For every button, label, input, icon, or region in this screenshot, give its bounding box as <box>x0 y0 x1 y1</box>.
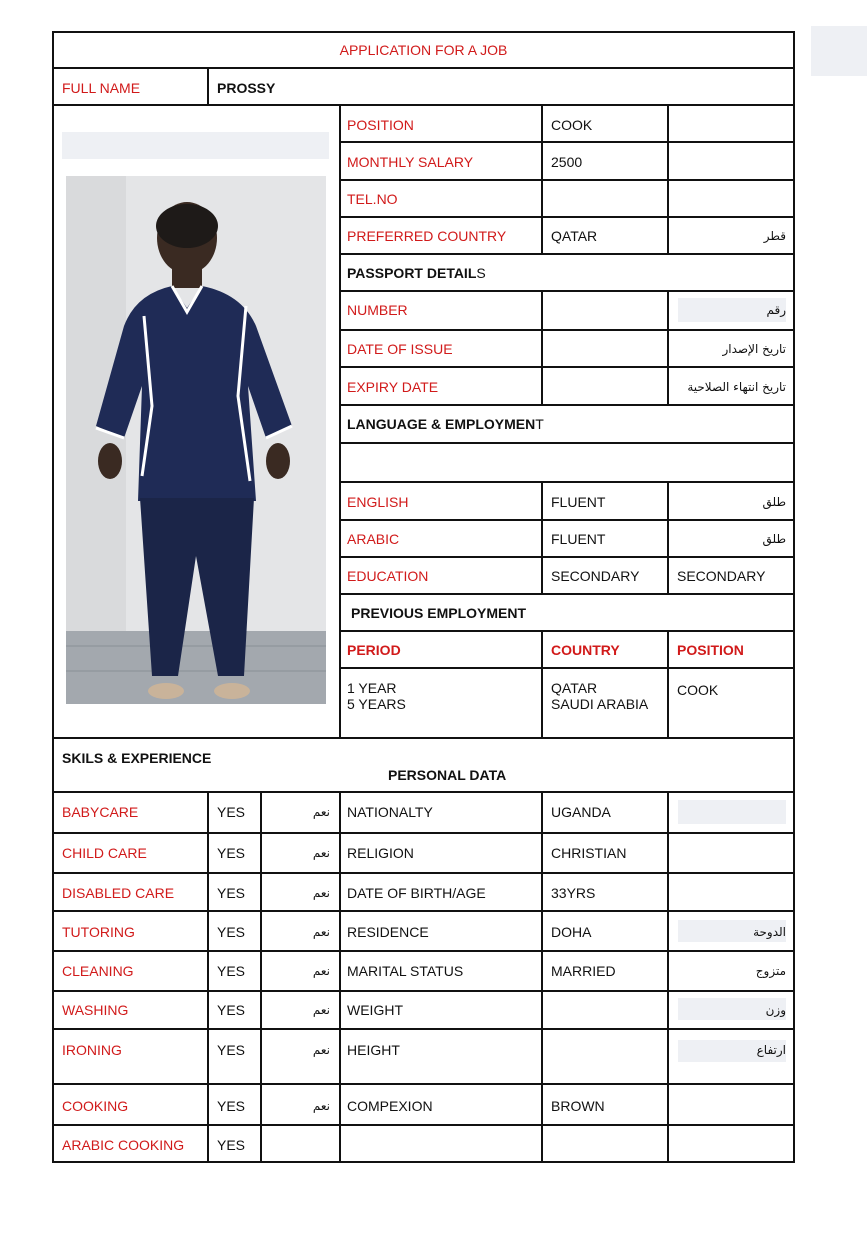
period-1: 1 YEAR <box>347 680 397 696</box>
rule <box>52 950 795 952</box>
personal-value: BROWN <box>551 1098 605 1114</box>
education-value: SECONDARY <box>551 568 640 584</box>
skill-arabic: نعم <box>312 1043 330 1057</box>
rule <box>339 667 795 669</box>
skill-arabic: نعم <box>312 846 330 860</box>
expiry-date-label: EXPIRY DATE <box>347 379 439 395</box>
personal-label: NATIONALTY <box>347 804 433 820</box>
rule <box>339 404 795 406</box>
skill-arabic: نعم <box>312 1003 330 1017</box>
form-title: APPLICATION FOR A JOB <box>339 42 508 58</box>
rule <box>52 104 795 106</box>
rule <box>52 67 795 69</box>
personal-arabic: ارتفاع <box>756 1043 786 1057</box>
personal-label: RELIGION <box>347 845 414 861</box>
rule <box>339 329 795 331</box>
skills-experience-heading: SKILS & EXPERIENCE <box>62 750 212 766</box>
rule <box>667 791 669 1163</box>
skill-arabic: نعم <box>312 805 330 819</box>
rule <box>52 910 795 912</box>
skill-label: COOKING <box>62 1098 129 1114</box>
passport-number-label: NUMBER <box>347 302 408 318</box>
skill-value: YES <box>217 1042 246 1058</box>
previous-employment-heading: PREVIOUS EMPLOYMENT <box>351 605 527 621</box>
arabic-arabic: طلق <box>762 532 786 546</box>
rule <box>541 791 543 1163</box>
personal-label: DATE OF BIRTH/AGE <box>347 885 486 901</box>
person-photo-icon <box>66 176 326 704</box>
blank-field-shade <box>678 800 786 824</box>
page-corner-shade <box>811 26 867 76</box>
skill-value: YES <box>217 1002 246 1018</box>
passport-number-arabic: رقم <box>766 303 786 317</box>
skill-label: ARABIC COOKING <box>62 1137 185 1153</box>
rule <box>541 104 543 255</box>
rule <box>52 737 795 739</box>
rule <box>667 290 669 406</box>
frame-bottom <box>52 1161 795 1163</box>
skill-arabic: نعم <box>312 964 330 978</box>
passport-heading-tail: S <box>476 265 486 281</box>
blank-field-shade <box>62 132 329 159</box>
rule <box>339 141 795 143</box>
rule <box>260 791 262 1163</box>
skill-value: YES <box>217 924 246 940</box>
language-heading-tail: T <box>535 416 544 432</box>
tel-no-label: TEL.NO <box>347 191 398 207</box>
skill-value: YES <box>217 1098 246 1114</box>
rule <box>667 104 669 255</box>
applicant-photo <box>66 176 326 704</box>
skill-label: IRONING <box>62 1042 122 1058</box>
rule <box>667 481 669 595</box>
rule <box>52 872 795 874</box>
country-1: QATAR <box>551 680 598 696</box>
rule <box>339 104 341 739</box>
rule <box>541 481 543 595</box>
period-column-header: PERIOD <box>347 642 401 658</box>
frame-top <box>52 31 795 33</box>
skill-value: YES <box>217 804 246 820</box>
rule <box>207 791 209 1163</box>
date-of-issue-label: DATE OF ISSUE <box>347 341 453 357</box>
personal-value: UGANDA <box>551 804 611 820</box>
frame-right <box>793 31 795 1163</box>
rule <box>667 630 669 739</box>
personal-arabic: متزوج <box>755 964 786 978</box>
preferred-country-label: PREFERRED COUNTRY <box>347 228 507 244</box>
english-value: FLUENT <box>551 494 606 510</box>
skill-value: YES <box>217 845 246 861</box>
position-value: COOK <box>551 117 593 133</box>
rule <box>207 67 209 106</box>
rule <box>339 481 795 483</box>
rule <box>339 253 795 255</box>
personal-value: DOHA <box>551 924 592 940</box>
personal-value: CHRISTIAN <box>551 845 627 861</box>
rule <box>339 630 795 632</box>
rule <box>339 593 795 595</box>
frame-left <box>52 31 54 1163</box>
passport-heading-main: PASSPORT DETAIL <box>347 265 477 281</box>
position-column-header: POSITION <box>677 642 744 658</box>
rule <box>339 366 795 368</box>
skill-label: CHILD CARE <box>62 845 147 861</box>
rule <box>339 519 795 521</box>
personal-label: WEIGHT <box>347 1002 403 1018</box>
arabic-value: FLUENT <box>551 531 606 547</box>
personal-arabic: وزن <box>765 1003 786 1017</box>
rule <box>541 290 543 406</box>
personal-value: 33YRS <box>551 885 596 901</box>
rule <box>52 832 795 834</box>
personal-label: RESIDENCE <box>347 924 429 940</box>
skill-label: WASHING <box>62 1002 129 1018</box>
skill-value: YES <box>217 1137 246 1153</box>
preferred-country-arabic: قطر <box>763 229 786 243</box>
country-column-header: COUNTRY <box>551 642 620 658</box>
date-of-issue-arabic: تاريخ الإصدار <box>722 342 786 356</box>
rule <box>541 630 543 739</box>
skill-value: YES <box>217 885 246 901</box>
monthly-salary-value: 2500 <box>551 154 583 170</box>
skill-value: YES <box>217 963 246 979</box>
personal-value: MARRIED <box>551 963 616 979</box>
education-label: EDUCATION <box>347 568 429 584</box>
rule <box>52 791 795 793</box>
education-value-2: SECONDARY <box>677 568 766 584</box>
rule <box>339 290 795 292</box>
passport-details-heading <box>347 265 486 281</box>
rule <box>339 791 341 1163</box>
rule <box>339 179 795 181</box>
skill-label: CLEANING <box>62 963 134 979</box>
skill-label: TUTORING <box>62 924 135 940</box>
skill-label: DISABLED CARE <box>62 885 175 901</box>
personal-arabic: الدوحة <box>753 925 786 939</box>
skill-arabic: نعم <box>312 1099 330 1113</box>
position-label: POSITION <box>347 117 414 133</box>
skill-arabic: نعم <box>312 925 330 939</box>
skill-arabic: نعم <box>312 886 330 900</box>
personal-label: HEIGHT <box>347 1042 400 1058</box>
personal-label: MARITAL STATUS <box>347 963 464 979</box>
preferred-country-value: QATAR <box>551 228 598 244</box>
rule <box>52 1083 795 1085</box>
rule <box>52 1124 795 1126</box>
monthly-salary-label: MONTHLY SALARY <box>347 154 474 170</box>
expiry-date-arabic: تاريخ انتهاء الصلاحية <box>687 380 786 394</box>
rule <box>339 442 795 444</box>
personal-data-heading: PERSONAL DATA <box>388 767 507 783</box>
rule <box>339 216 795 218</box>
period-2: 5 YEARS <box>347 696 406 712</box>
rule <box>339 556 795 558</box>
country-2: SAUDI ARABIA <box>551 696 649 712</box>
skill-label: BABYCARE <box>62 804 139 820</box>
position-1: COOK <box>677 682 719 698</box>
english-label: ENGLISH <box>347 494 409 510</box>
full-name-value: PROSSY <box>217 80 276 96</box>
personal-label: COMPEXION <box>347 1098 433 1114</box>
english-arabic: طلق <box>762 495 786 509</box>
rule <box>52 990 795 992</box>
language-heading-main: LANGUAGE & EMPLOYMEN <box>347 416 536 432</box>
full-name-label: FULL NAME <box>62 80 141 96</box>
language-employment-heading <box>347 416 544 432</box>
rule <box>52 1028 795 1030</box>
arabic-label: ARABIC <box>347 531 400 547</box>
